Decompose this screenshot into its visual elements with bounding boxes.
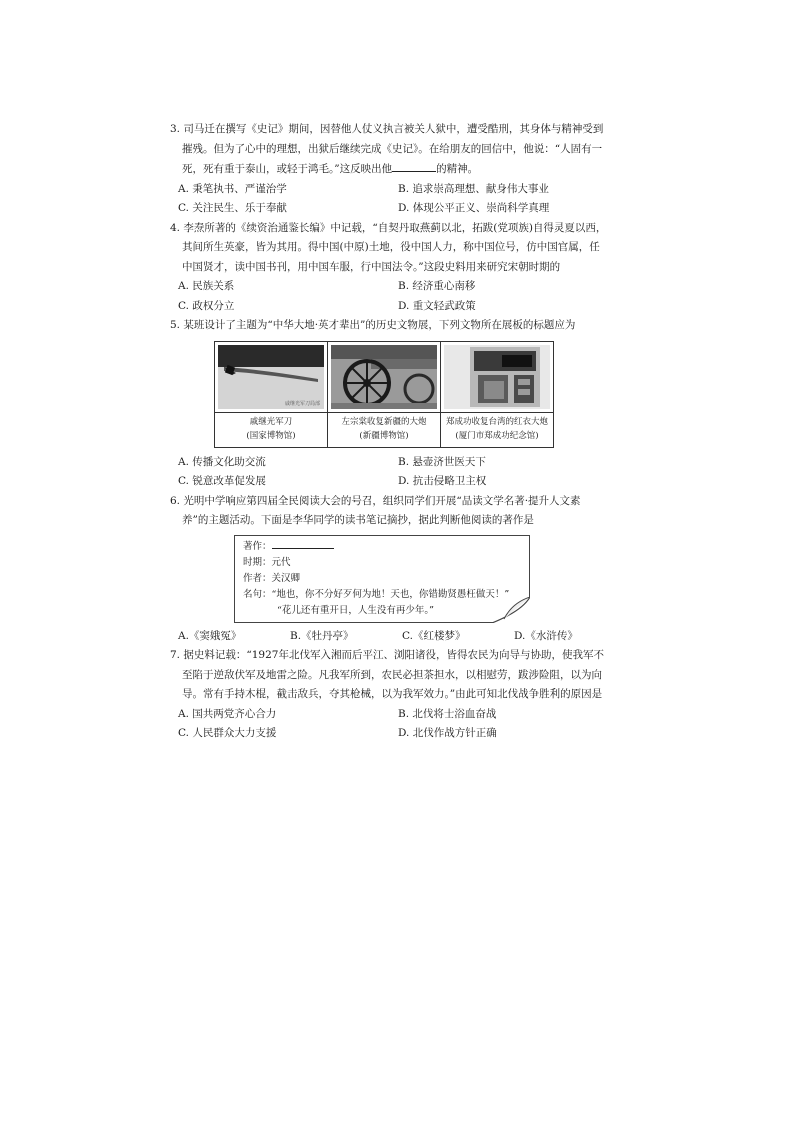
question-7: [170, 646, 610, 744]
saber-photo: [218, 345, 324, 409]
note-era-value: 元代: [271, 556, 291, 568]
option-c[interactable]: C. 关注民生、乐于奉献: [178, 202, 287, 214]
option-c[interactable]: C.《红楼梦》: [402, 629, 466, 642]
option-d[interactable]: D. 重文轻武政策: [398, 299, 476, 312]
reading-note-card: [234, 535, 530, 623]
artifact-2-caption: 左宗棠收复新疆的大炮: [341, 416, 427, 427]
question-4-line-3: 中国贤才，读中国书刊，用中国车服，行中国法令。”这段史料用来研究宋朝时期的: [182, 260, 561, 273]
note-book-row: [243, 538, 521, 555]
question-6-line-2: 养”的主题活动。下面是李华同学的读书笔记摘抄，据此判断他阅读的著作是: [182, 514, 534, 526]
question-4-options: [170, 277, 610, 316]
cannon-wheel-photo: [331, 345, 437, 409]
option-a[interactable]: A. 国共两党齐心合力: [178, 707, 277, 720]
artifact-1: [215, 341, 328, 447]
note-book-label: 著作：: [243, 540, 272, 552]
option-b[interactable]: B. 经济重心南移: [398, 280, 476, 292]
option-c[interactable]: C. 政权分立: [178, 299, 235, 312]
question-4-line-1: 4. 李焘所著的《续资治通鉴长编》中记载，“自契丹取燕蓟以北，拓跋(党项族)自得灵夏以西，: [170, 221, 607, 234]
question-3-options: [170, 180, 610, 219]
option-a[interactable]: A. 民族关系: [178, 280, 235, 292]
artifact-3-caption-box: [441, 412, 553, 447]
option-d[interactable]: D.《水浒传》: [514, 629, 578, 642]
question-6-options: [170, 627, 610, 647]
option-a[interactable]: A.《窦娥冤》: [178, 629, 242, 642]
question-5-options: [170, 453, 610, 492]
note-quote-1: “地也，你不分好歹何为地！天也，你错勘贤愚枉做天！”: [271, 588, 510, 600]
artifact-3: [441, 341, 554, 447]
option-b[interactable]: B.《牡丹亭》: [290, 629, 354, 642]
option-d[interactable]: D. 体现公平正义、崇尚科学真理: [398, 202, 550, 214]
question-5-line-1: 5. 某班设计了主题为“中华大地·英才辈出”的历史文物展，下列文物所在展板的标题应为: [170, 319, 576, 331]
question-6: [170, 492, 610, 647]
question-5: [170, 316, 610, 492]
question-3-line-1: 3. 司马迁在撰写《史记》期间，因替他人仗义执言被关人狱中，遭受酷刑，其身体与精神受到: [170, 123, 604, 135]
photo-caption: 戚继光军刀局部: [284, 400, 320, 407]
artifact-1-caption: 戚继光军刀: [249, 416, 293, 427]
note-book-blank: [272, 538, 334, 549]
question-6-line-1: 6. 光明中学响应第四届全民阅读大会的号召，组织同学们开展“品读文学名著·提升人文素: [170, 494, 581, 507]
question-3-line-3-end: 的精神。: [436, 163, 479, 175]
question-7-line-1: 7. 据史料记载：“1927年北伐军入湘而后平江、浏阳诸役，皆得农民为向导与协助，使我军不: [170, 649, 604, 661]
red-cannon-photo: [444, 345, 550, 409]
artifact-3-museum: (厦门市郑成功纪念馆): [455, 430, 539, 441]
question-3-line-3: [170, 159, 610, 180]
artifact-3-caption: 郑成功收复台湾的红衣大炮: [445, 416, 548, 427]
option-a[interactable]: A. 传播文化助交流: [178, 455, 266, 468]
question-3: [170, 120, 610, 219]
option-b[interactable]: B. 追求崇高理想、献身伟大事业: [398, 182, 549, 195]
artifact-1-museum: (国家博物馆): [246, 430, 296, 441]
note-era-row: [243, 555, 521, 571]
note-author-value: 关汉卿: [271, 572, 301, 584]
option-b[interactable]: B. 悬壶济世医天下: [398, 455, 486, 468]
artifact-2: [328, 341, 441, 447]
question-7-options: [170, 705, 610, 744]
option-c[interactable]: C. 锐意改革促发展: [178, 475, 266, 487]
artifact-2-caption-box: [328, 412, 440, 447]
page-curl-icon: [492, 597, 530, 623]
note-quote-row: [243, 587, 521, 603]
question-4: [170, 219, 610, 317]
note-era-label: 时期：: [243, 556, 272, 568]
option-d[interactable]: D. 北伐作战方针正确: [398, 727, 497, 739]
option-c[interactable]: C. 人民群众大力支援: [178, 727, 277, 739]
note-quote-label: 名句：: [243, 588, 272, 600]
question-4-line-2: 其间所生英豪，皆为其用。得中国(中原)土地，役中国人力，称中国位号，仿中国官属，任: [182, 241, 600, 253]
question-7-line-3: 导。常有手持木棍，截击敌兵，夺其枪械，以为我军效力。”由此可知北伐战争胜利的原因是: [182, 688, 603, 700]
question-3-line-3-text: 死，死有重于泰山，或轻于鸿毛。”这反映出他: [182, 163, 393, 175]
note-author-row: [243, 571, 521, 587]
option-d[interactable]: D. 抗击侵略卫主权: [398, 475, 487, 487]
artifact-2-museum: (新疆博物馆): [359, 430, 409, 441]
note-quote-2: “花儿还有重开日，人生没有再少年。”: [277, 604, 434, 616]
artifact-1-caption-box: [215, 412, 327, 447]
artifact-table: [214, 341, 554, 448]
option-a[interactable]: A. 秉笔执书、严谨治学: [178, 182, 287, 195]
question-3-line-2: 摧残。但为了心中的理想，出狱后继续完成《史记》。在给朋友的回信中，他说：“人固有一: [182, 142, 603, 155]
answer-blank: [392, 159, 436, 172]
question-list: [170, 120, 610, 744]
question-7-line-2: 至陷于逆敌伏军及地雷之险。凡我军所到，农民必担茶担水，以相慰劳，跋涉险阻，以为向: [182, 668, 602, 681]
note-author-label: 作者：: [243, 572, 272, 584]
option-b[interactable]: B. 北伐将士浴血奋战: [398, 707, 497, 720]
